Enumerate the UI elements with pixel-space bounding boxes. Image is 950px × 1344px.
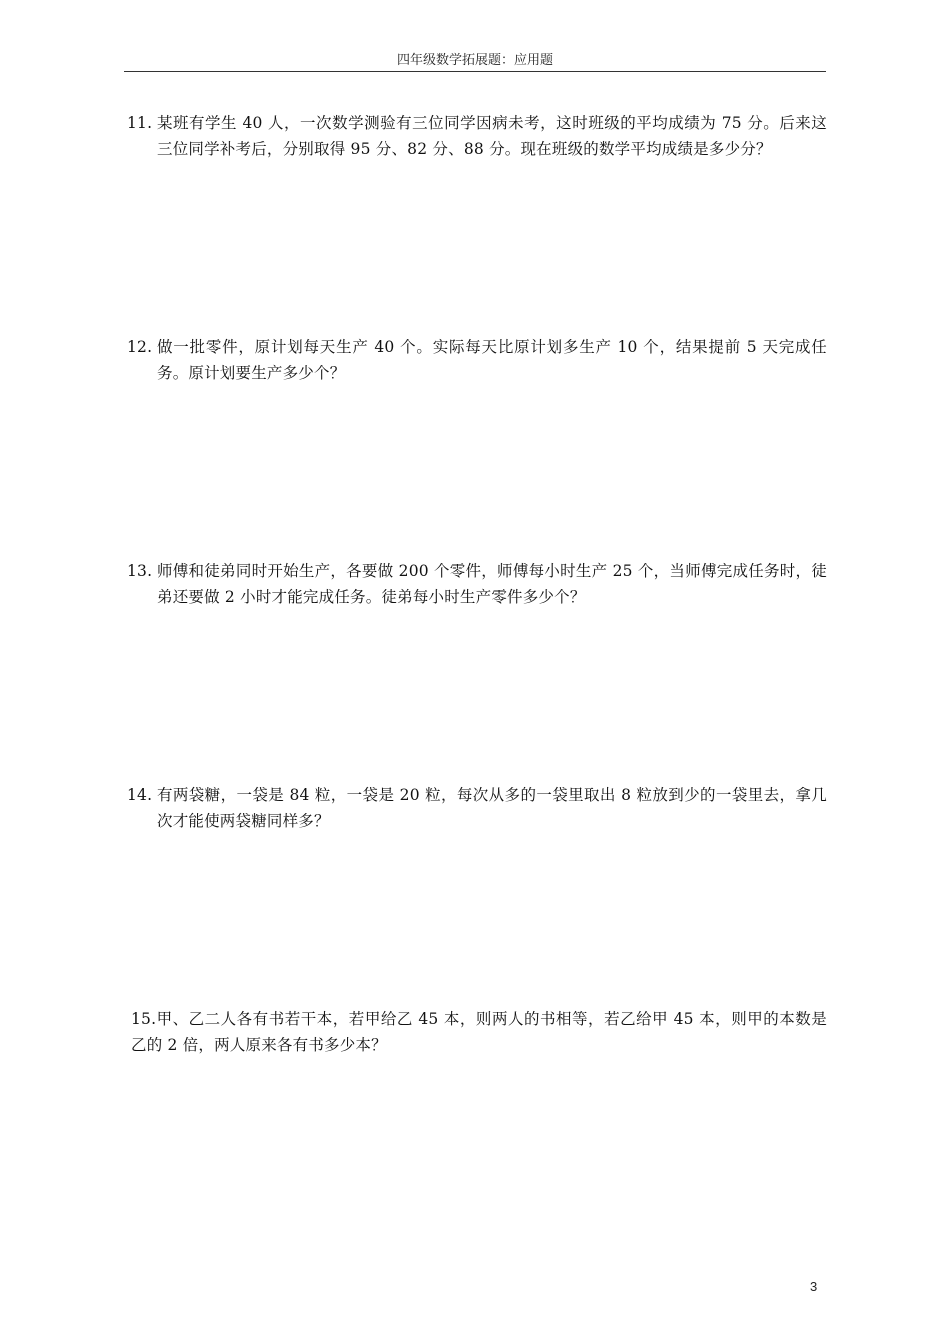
question-13	[127, 558, 827, 610]
question-number: 12.	[127, 338, 153, 356]
question-text: 师傅和徒弟同时开始生产，各要做 200 个零件，师傅每小时生产 25 个，当师傅完成任务时，徒弟还要做 2 小时才能完成任务。徒弟每小时生产零件多少个？	[157, 562, 827, 606]
question-number: 13.	[127, 562, 153, 580]
question-text: 15.甲、乙二人各有书若干本，若甲给乙 45 本，则两人的书相等，若乙给甲 45 本，则甲的本数是乙的 2 倍，两人原来各有书多少本？	[131, 1010, 827, 1054]
question-12	[127, 334, 827, 386]
page-number: 3	[810, 1279, 818, 1294]
question-text: 做一批零件，原计划每天生产 40 个。实际每天比原计划多生产 10 个，结果提前 5 天完成任务。原计划要生产多少个？	[157, 338, 827, 382]
question-15	[131, 1006, 827, 1058]
question-text: 某班有学生 40 人，一次数学测验有三位同学因病未考，这时班级的平均成绩为 75 分。后来这三位同学补考后，分别取得 95 分、82 分、88 分。现在班级的数学平均成绩是多少分？	[157, 114, 827, 158]
question-text: 有两袋糖，一袋是 84 粒，一袋是 20 粒，每次从多的一袋里取出 8 粒放到少的一袋里去，拿几次才能使两袋糖同样多？	[157, 786, 827, 830]
header-divider	[124, 71, 826, 72]
question-number: 14.	[127, 786, 153, 804]
question-14	[127, 782, 827, 834]
question-number: 11.	[127, 114, 153, 132]
question-11	[127, 110, 827, 162]
page-header: 四年级数学拓展题：应用题	[396, 53, 553, 68]
